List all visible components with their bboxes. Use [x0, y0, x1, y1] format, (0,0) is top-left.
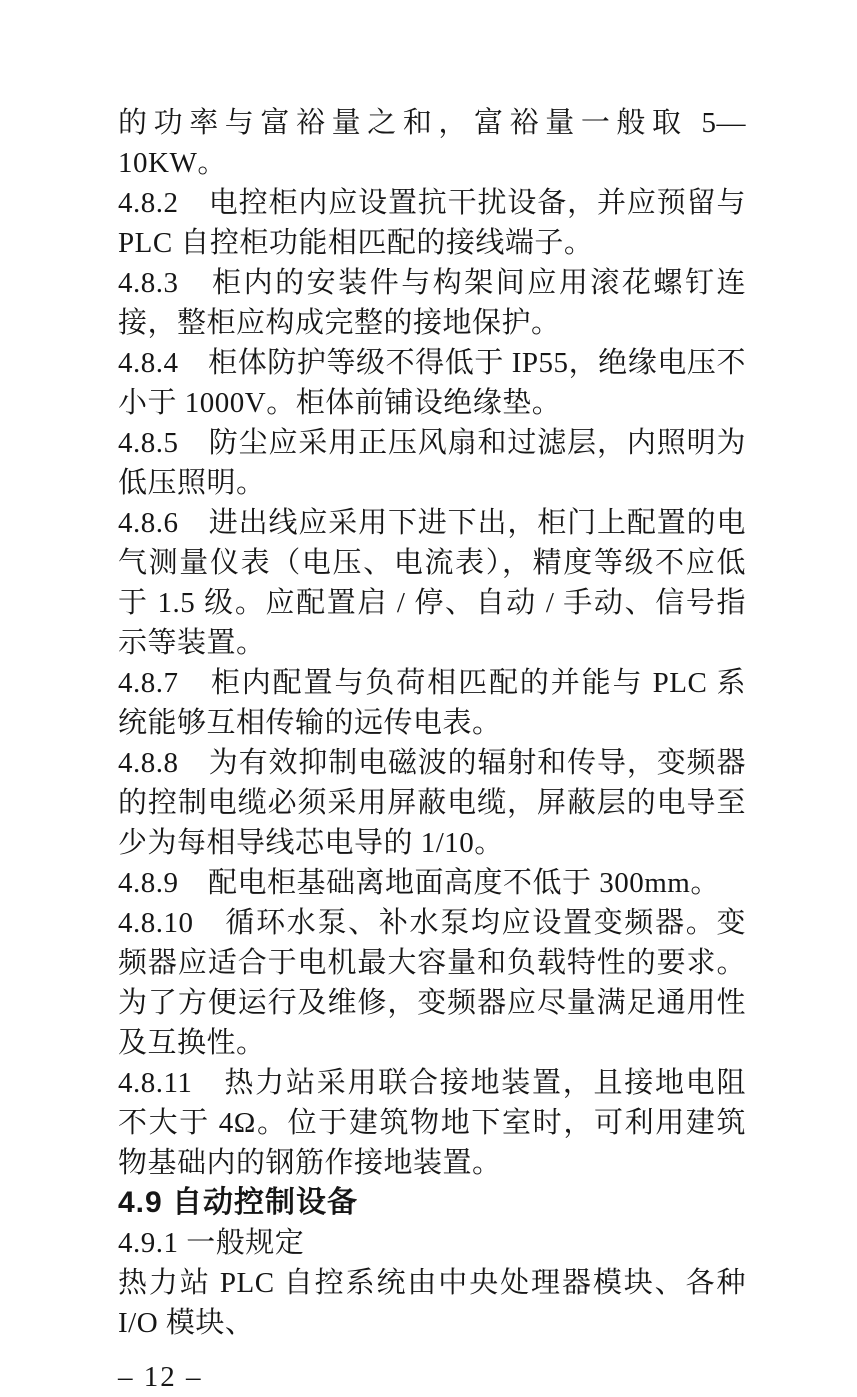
- paragraph: 的功率与富裕量之和，富裕量一般取 5—10KW。: [118, 107, 746, 179]
- paragraph: 4.8.3 柜内的安装件与构架间应用滚花螺钉连接，整柜应构成完整的接地保护。: [118, 267, 746, 339]
- paragraph: 4.8.5 防尘应采用正压风扇和过滤层，内照明为低压照明。: [118, 427, 746, 499]
- page-number: – 12 –: [118, 1361, 203, 1393]
- paragraph: 4.8.4 柜体防护等级不得低于 IP55，绝缘电压不小于 1000V。柜体前铺设绝缘垫。: [118, 347, 746, 419]
- paragraph: 4.8.2 电控柜内应设置抗干扰设备，并应预留与 PLC 自控柜功能相匹配的接线端子。: [118, 187, 746, 259]
- paragraph: 4.8.6 进出线应采用下进下出，柜门上配置的电气测量仪表（电压、电流表），精度等级不应低于 1.5 级。应配置启 / 停、自动 / 手动、信号指示等装置。: [118, 507, 746, 659]
- paragraph: 4.8.8 为有效抑制电磁波的辐射和传导，变频器的控制电缆必须采用屏蔽电缆，屏蔽层的电导至少为每相导线芯电导的 1/10。: [118, 747, 746, 859]
- paragraph: 热力站 PLC 自控系统由中央处理器模块、各种 I/O 模块、: [118, 1267, 746, 1339]
- document-content: [118, 103, 746, 1397]
- paragraph: 4.9.1 一般规定: [118, 1227, 305, 1259]
- paragraph: 4.8.9 配电柜基础离地面高度不低于 300mm。: [118, 867, 720, 899]
- paragraph: 4.8.10 循环水泵、补水泵均应设置变频器。变频器应适合于电机最大容量和负载特性的要求。为了方便运行及维修，变频器应尽量满足通用性及互换性。: [118, 907, 746, 1059]
- paragraph: 4.8.11 热力站采用联合接地装置，且接地电阻不大于 4Ω。位于建筑物地下室时，可利用建筑物基础内的钢筋作接地装置。: [118, 1067, 746, 1179]
- section-heading: 4.9 自动控制设备: [118, 1186, 359, 1219]
- paragraph: 4.8.7 柜内配置与负荷相匹配的并能与 PLC 系统能够互相传输的远传电表。: [118, 667, 746, 739]
